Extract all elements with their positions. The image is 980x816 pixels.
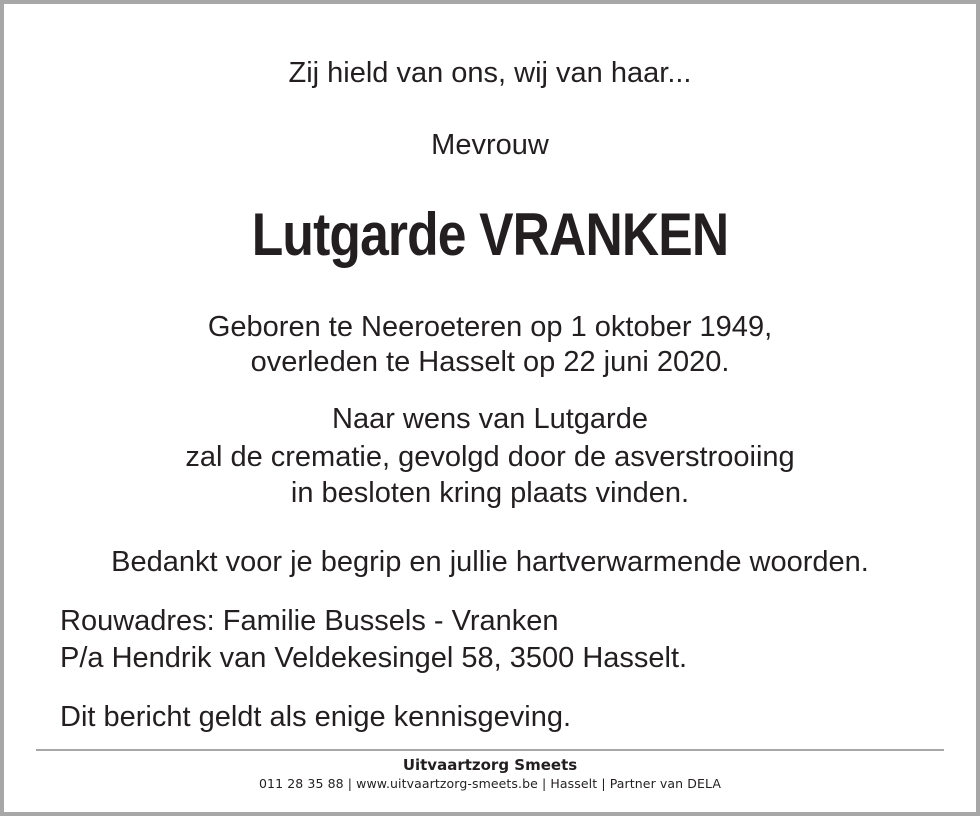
wish-line-1: Naar wens van Lutgarde — [332, 403, 648, 435]
thanks-line: Bedankt voor je begrip en jullie hartverwarmende woorden. — [111, 546, 869, 578]
death-line: overleden te Hasselt op 22 juni 2020. — [250, 346, 730, 378]
salutation: Mevrouw — [431, 129, 549, 161]
motto: Zij hield van ons, wij van haar... — [288, 57, 692, 89]
footer-divider — [36, 749, 944, 751]
address-line-1: Rouwadres: Familie Bussels - Vranken — [60, 605, 559, 637]
address-line-2: P/a Hendrik van Veldekesingel 58, 3500 Hasselt. — [60, 642, 688, 674]
birth-line: Geboren te Neeroeteren op 1 oktober 1949, — [207, 311, 773, 343]
funeral-company: Uitvaartzorg Smeets — [402, 756, 578, 774]
notice-statement: Dit bericht geldt als enige kennisgeving. — [60, 701, 572, 733]
deceased-name: Lutgarde VRANKEN — [251, 201, 729, 268]
wish-line-3: in besloten kring plaats vinden. — [290, 477, 690, 509]
company-contact: 011 28 35 88 | www.uitvaartzorg-smeets.be | Hasselt | Partner van DELA — [258, 776, 721, 791]
wish-line-2: zal de crematie, gevolgd door de asverstrooiing — [185, 441, 795, 473]
